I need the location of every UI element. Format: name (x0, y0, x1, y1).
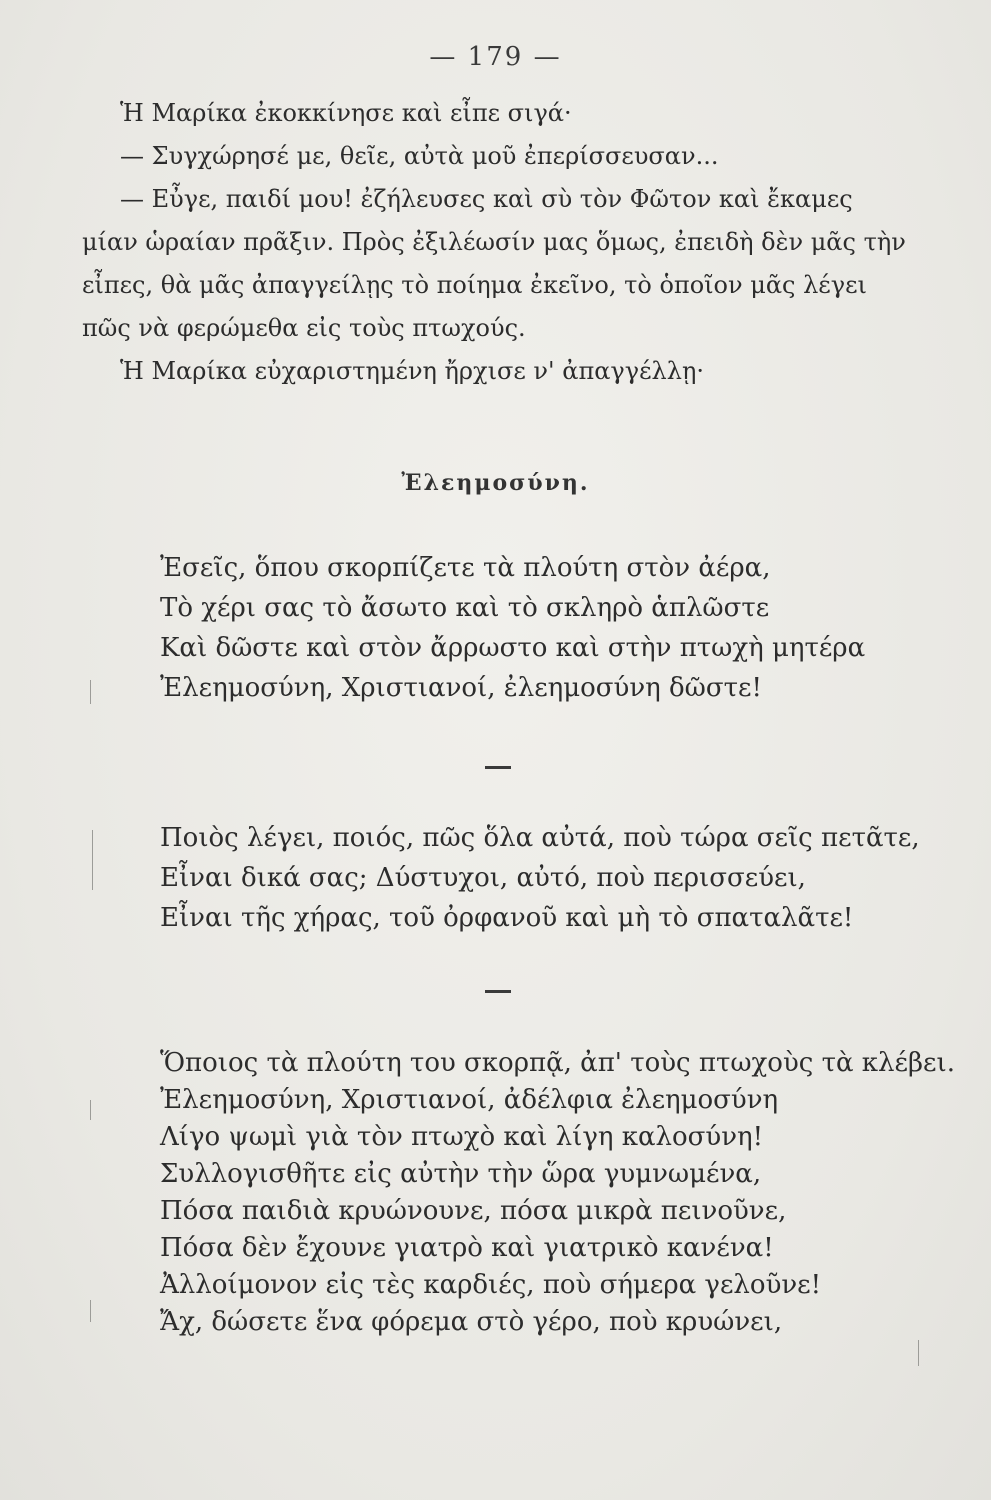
poem-verse: Εἶναι δικά σας; Δύστυχοι, αὐτό, ποὺ περισσεύει, (160, 863, 806, 893)
poem-verse: Ἐλεημοσύνη, Χριστιανοί, ἀδέλφια ἐλεημοσύνη (160, 1085, 779, 1115)
poem-stanza-3 (160, 1045, 955, 1341)
poem-verse: Ὅποιος τὰ πλούτη του σκορπᾷ, ἀπ' τοὺς πτωχοὺς τὰ κλέβει. (160, 1048, 955, 1078)
poem-verse: Ποιὸς λέγει, ποιός, πῶς ὅλα αὐτά, ποὺ τώρα σεῖς πετᾶτε, (160, 823, 920, 853)
poem-verse: Ἐσεῖς, ὅπου σκορπίζετε τὰ πλούτη στὸν ἀέρα, (160, 553, 771, 583)
prose-line: Ἡ Μαρίκα ἐκοκκίνησε καὶ εἶπε σιγά· (120, 99, 572, 127)
prose-line: — Εὖγε, παιδί μου! ἐζήλευσες καὶ σὺ τὸν Φῶτον καὶ ἔκαμες (120, 185, 853, 213)
poem-verse: Τὸ χέρι σας τὸ ἄσωτο καὶ τὸ σκληρὸ ἁπλῶστε (160, 593, 770, 623)
poem-verse: Ἄχ, δώσετε ἕνα φόρεμα στὸ γέρο, ποὺ κρυώνει, (160, 1307, 783, 1337)
margin-mark (90, 1300, 91, 1322)
poem-verse: Καὶ δῶστε καὶ στὸν ἄρρωστο καὶ στὴν πτωχὴ μητέρα (160, 633, 866, 663)
prose-line: Ἡ Μαρίκα εὐχαριστημένη ἤρχισε ν' ἀπαγγέλλῃ· (120, 357, 704, 385)
poem-verse: Πόσα δὲν ἔχουνε γιατρὸ καὶ γιατρικὸ κανένα! (160, 1233, 774, 1263)
margin-mark (90, 1100, 91, 1120)
page-number: — 179 — (429, 42, 562, 72)
poem-verse: Συλλογισθῆτε εἰς αὐτὴν τὴν ὥρα γυμνωμένα, (160, 1159, 762, 1189)
stanza-separator (485, 990, 511, 993)
poem-verse: Λίγο ψωμὶ γιὰ τὸν πτωχὸ καὶ λίγη καλοσύνη! (160, 1122, 764, 1152)
prose-line: εἶπες, θὰ μᾶς ἀπαγγείλῃς τὸ ποίημα ἐκεῖνο, τὸ ὁποῖον μᾶς λέγει (82, 271, 867, 299)
prose-line: μίαν ὡραίαν πρᾶξιν. Πρὸς ἐξιλέωσίν μας ὅμως, ἐπειδὴ δὲν μᾶς τὴν (82, 228, 906, 256)
poem-title: Ἐλεημοσύνη. (401, 470, 590, 496)
poem-verse: Πόσα παιδιὰ κρυώνουνε, πόσα μικρὰ πεινοῦνε, (160, 1196, 787, 1226)
prose-line: — Συγχώρησέ με, θεῖε, αὐτὰ μοῦ ἐπερίσσευσαν... (120, 142, 719, 170)
margin-mark (90, 680, 91, 704)
poem-stanza-2 (160, 818, 920, 938)
prose-block (82, 92, 912, 393)
poem-stanza-1 (160, 548, 920, 708)
poem-verse: Ἀλλοίμονον εἰς τὲς καρδιές, ποὺ σήμερα γελοῦνε! (160, 1270, 822, 1300)
stanza-separator (485, 766, 511, 769)
margin-mark (918, 1340, 919, 1366)
margin-mark (92, 830, 93, 890)
prose-line: πῶς νὰ φερώμεθα εἰς τοὺς πτωχούς. (82, 314, 526, 342)
poem-verse: Εἶναι τῆς χήρας, τοῦ ὀρφανοῦ καὶ μὴ τὸ σπαταλᾶτε! (160, 903, 854, 933)
poem-verse: Ἐλεημοσύνη, Χριστιανοί, ἐλεημοσύνη δῶστε! (160, 673, 762, 703)
